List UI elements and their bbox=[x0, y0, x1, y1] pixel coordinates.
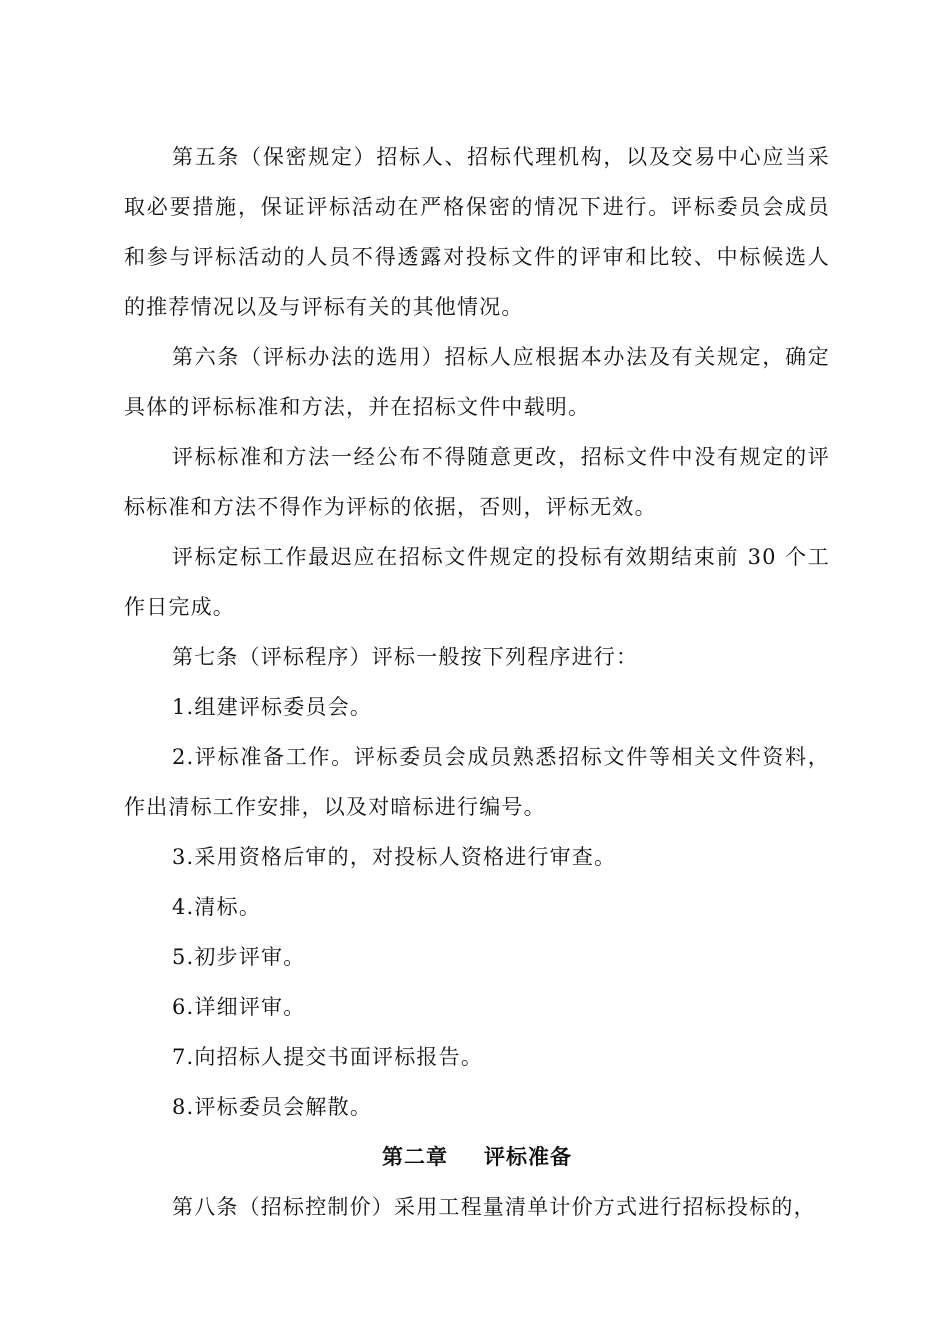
procedure-step-8: 8.评标委员会解散。 bbox=[172, 1095, 373, 1119]
procedure-step-1: 1.组建评标委员会。 bbox=[172, 695, 373, 719]
chapter-heading bbox=[124, 1132, 830, 1182]
article-8-paragraph: 第八条（招标控制价）采用工程量清单计价方式进行招标投标的， bbox=[172, 1195, 816, 1219]
article-5-paragraph: 第五条（保密规定）招标人、招标代理机构，以及交易中心应当采取必要措施，保证评标活动在严格保密的情况下进行。评标委员会成员和参与评标活动的人员不得透露对投标文件的评审和比较、中标候选人的推荐情况以及与评标有关的其他情况。 bbox=[124, 145, 830, 319]
procedure-step-7: 7.向招标人提交书面评标报告。 bbox=[172, 1045, 484, 1069]
procedure-step-5: 5.初步评审。 bbox=[172, 945, 306, 969]
article-6-paragraph-3: 评标定标工作最迟应在招标文件规定的投标有效期结束前 30 个工作日完成。 bbox=[124, 545, 830, 619]
chapter-title: 评标准备 bbox=[484, 1145, 572, 1169]
article-6-paragraph: 第六条（评标办法的选用）招标人应根据本办法及有关规定，确定具体的评标标准和方法，并在招标文件中载明。 bbox=[124, 345, 830, 419]
article-6-paragraph-2: 评标标准和方法一经公布不得随意更改，招标文件中没有规定的评标标准和方法不得作为评标的依据，否则，评标无效。 bbox=[124, 445, 830, 519]
article-7-paragraph: 第七条（评标程序）评标一般按下列程序进行： bbox=[172, 645, 639, 669]
procedure-step-3: 3.采用资格后审的，对投标人资格进行审查。 bbox=[172, 845, 617, 869]
procedure-step-6: 6.详细评审。 bbox=[172, 995, 306, 1019]
document-page bbox=[124, 132, 830, 1232]
procedure-step-2: 2.评标准备工作。评标委员会成员熟悉招标文件等相关文件资料，作出清标工作安排，以及对暗标进行编号。 bbox=[124, 745, 830, 819]
procedure-step-4: 4.清标。 bbox=[172, 895, 262, 919]
chapter-number: 第二章 bbox=[382, 1145, 448, 1169]
